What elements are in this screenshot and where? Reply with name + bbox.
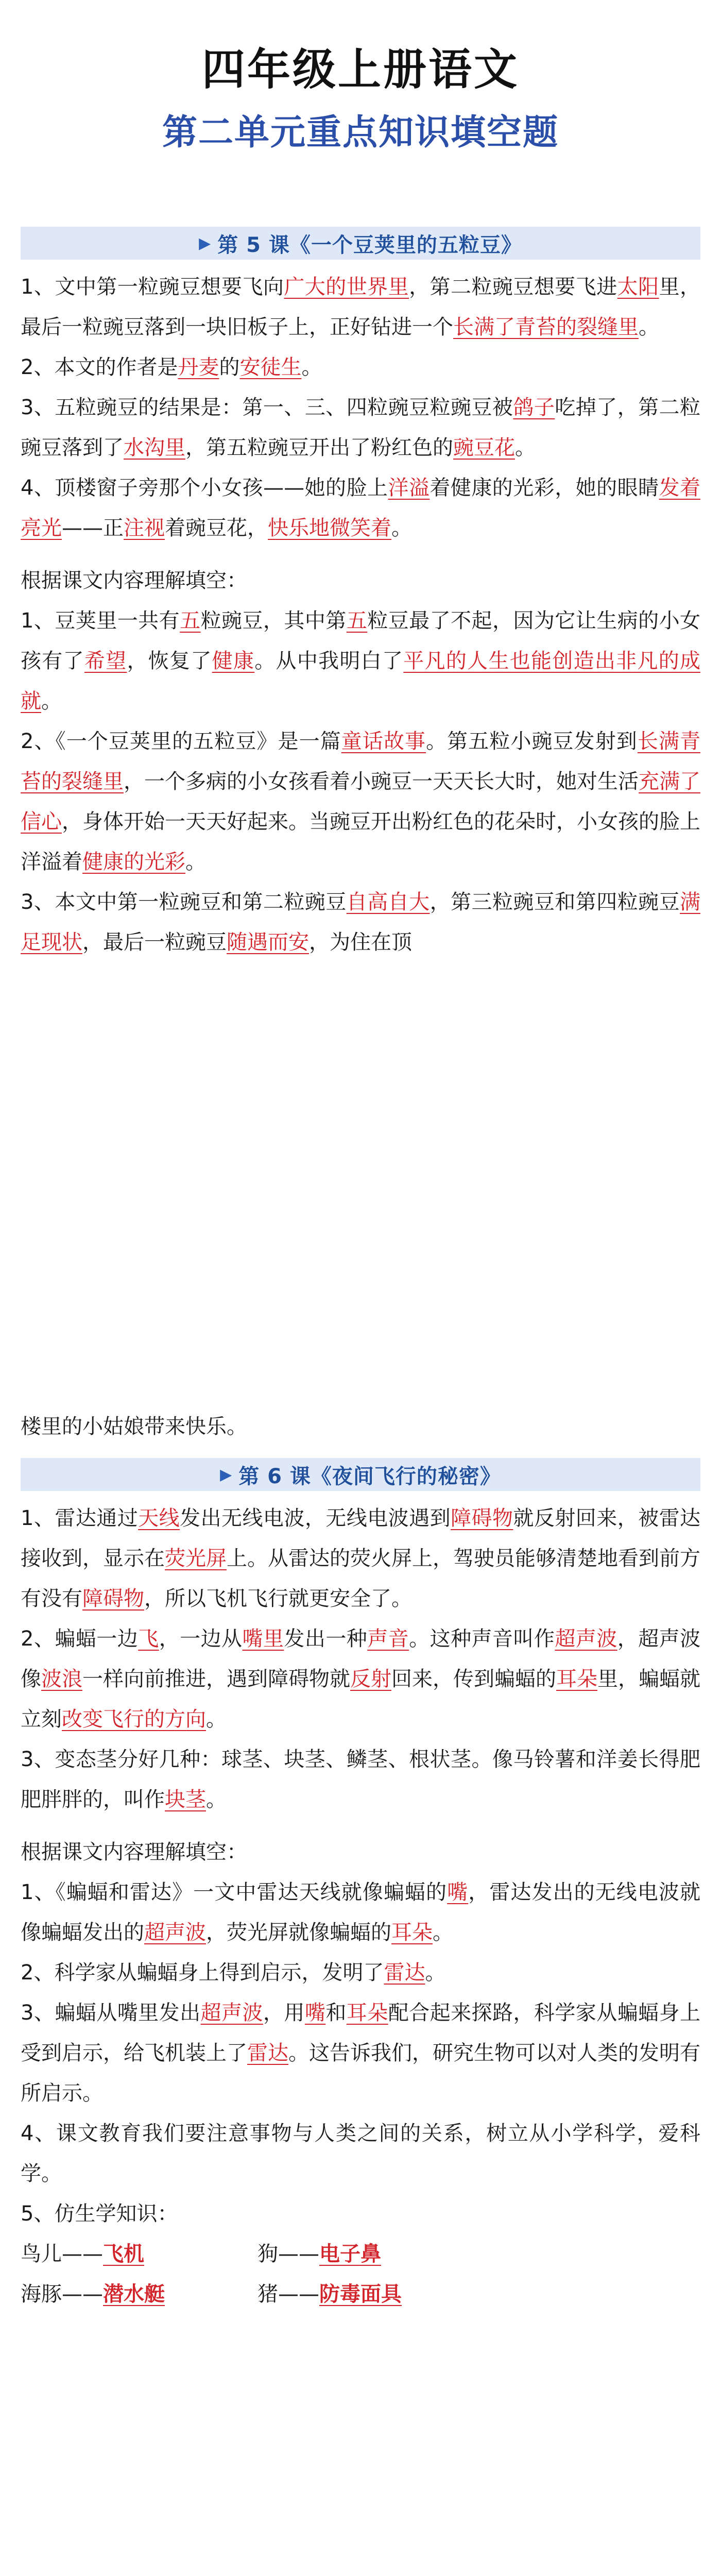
- answer-blank: 嘴里: [242, 1627, 284, 1651]
- question-item: [21, 882, 700, 962]
- bionics-source: 鸟儿——: [21, 2242, 103, 2266]
- question-text: 。: [639, 315, 659, 339]
- page-subtitle: 第二单元重点知识填空题: [162, 112, 559, 153]
- question-item: [21, 1872, 700, 1953]
- question-text: 4、课文教育我们要注意事物与人类之间的关系，树立从小学科学，爱科学。: [21, 2122, 700, 2185]
- lesson6-section: [0, 1458, 721, 2314]
- answer-blank: 随遇而安: [227, 930, 309, 954]
- question-text: ——正: [62, 516, 124, 540]
- answer-blank: 童话故事: [341, 730, 426, 753]
- answer-blank: 注视: [124, 516, 165, 540]
- question-item: [21, 1498, 700, 1619]
- question-text: 3、本文中第一粒豌豆和第二粒豌豆: [21, 890, 347, 914]
- question-text: 。第五粒小豌豆发射到: [426, 730, 638, 753]
- question-item: [21, 1619, 700, 1739]
- lesson5-continuation-text: 楼里的小姑娘带来快乐。: [21, 1415, 247, 1438]
- answer-blank: 障碍物: [82, 1587, 144, 1611]
- question-text: 2、科学家从蝙蝠身上得到启示，发明了: [21, 1961, 384, 1985]
- question-text: 配合起来探路，科学家从蝙蝠身上受到启示，给飞机装上了: [21, 2001, 701, 2065]
- question-text: 着豌豆花，: [165, 516, 268, 540]
- question-text: 2、《一个豆荚里的五粒豆》是一篇: [21, 730, 341, 753]
- answer-blank: 丹麦: [178, 355, 219, 379]
- question-text: 。: [206, 1788, 227, 1811]
- answer-blank: 健康的光彩: [82, 850, 185, 874]
- answer-blank: 声音: [367, 1627, 409, 1651]
- answer-blank: 波浪: [41, 1667, 82, 1691]
- question-text: 3、五粒豌豆的结果是：第一、三、四粒豌豆粒豌豆被: [21, 396, 513, 419]
- bionics-answer: 防毒面具: [319, 2282, 402, 2306]
- question-text: ，身体开始一天天好起来。当豌豆开出粉红色的花朵时，小女孩的脸上洋溢着: [21, 810, 700, 874]
- answer-blank: 嘴: [304, 2001, 326, 2025]
- question-text: ，第五粒豌豆开出了粉红色的: [185, 436, 453, 460]
- lesson5-items: [21, 267, 700, 548]
- question-text: 1、豆荚里一共有: [21, 609, 180, 633]
- question-text: 1、雷达通过: [21, 1506, 139, 1530]
- question-item: [21, 1993, 700, 2113]
- question-text: 。这种声音叫作: [409, 1627, 555, 1651]
- answer-blank: 水沟里: [124, 436, 185, 460]
- page-title: 四年级上册语文: [201, 44, 519, 95]
- question-text: 发出一种: [284, 1627, 368, 1651]
- question-item: [21, 347, 700, 387]
- question-text: 里，最后一粒豌豆落到一块旧板子上，正好钻进一个: [21, 275, 701, 339]
- question-text: 2、蝙蝠一边: [21, 1627, 139, 1651]
- question-item: [21, 267, 700, 347]
- question-text: 。: [515, 436, 536, 460]
- answer-blank: 发着亮光: [21, 476, 701, 540]
- answer-blank: 安徒生: [239, 355, 302, 379]
- question-text: 4、顶楼窗子旁那个小女孩——她的脸上: [21, 476, 388, 500]
- bionics-source: 猪——: [258, 2282, 319, 2306]
- answer-blank: 平凡的人生也能创造出非凡的成就: [21, 649, 701, 713]
- question-text: 。: [391, 516, 412, 540]
- question-text: 里，蝙蝠就立刻: [21, 1667, 700, 1731]
- answer-blank: 五: [346, 609, 368, 633]
- question-text: ，雷达发出的无线电波就像蝙蝠发出的: [21, 1880, 701, 1944]
- bionics-answer: 飞机: [103, 2242, 144, 2266]
- answer-blank: 健康: [212, 649, 255, 673]
- question-text: ，最后一粒豌豆: [82, 930, 227, 954]
- lesson6-understand-label: 根据课文内容理解填空：: [21, 1840, 247, 1864]
- question-text: 1、《蝙蝠和雷达》一文中雷达天线就像蝙蝠的: [21, 1880, 448, 1904]
- question-text: 。: [185, 850, 206, 874]
- answer-blank: 雷达: [384, 1961, 425, 1985]
- answer-blank: 豌豆花: [453, 436, 515, 460]
- answer-blank: 耳朵: [391, 1921, 433, 1944]
- question-text: 吃掉了，第二粒豌豆落到了: [21, 396, 701, 460]
- question-text: 一样向前推进，遇到障碍物就: [82, 1667, 350, 1691]
- question-text: 的: [219, 355, 240, 379]
- question-item: [21, 468, 700, 548]
- question-text: 发出无线电波，无线电波遇到: [180, 1506, 451, 1530]
- question-text: 。: [41, 689, 62, 713]
- question-text: 就反射回来，被雷达接收到，显示在: [21, 1506, 701, 1570]
- answer-blank: 荧光屏: [165, 1547, 227, 1570]
- answer-blank: 嘴: [447, 1880, 469, 1904]
- lesson5-understand-label: 根据课文内容理解填空：: [21, 569, 247, 592]
- triangle-icon: ▶: [199, 234, 212, 252]
- question-text: 。: [301, 355, 322, 379]
- question-text: 回来，传到蝙蝠的: [391, 1667, 556, 1691]
- question-text: 3、变态茎分好几种：球茎、块茎、鳞茎、根状茎。像马铃薯和洋姜长得肥肥胖胖的，叫作: [21, 1748, 700, 1811]
- bionics-row: [21, 2234, 700, 2274]
- question-text: 3、蝙蝠从嘴里发出: [21, 2001, 201, 2025]
- answer-blank: 超声波: [555, 1627, 617, 1651]
- bionics-answer: 电子鼻: [319, 2242, 381, 2266]
- answer-blank: 洋溢: [388, 476, 430, 500]
- answer-blank: 飞: [138, 1627, 159, 1651]
- lesson5-heading-bar: [21, 227, 700, 260]
- answer-blank: 五: [180, 609, 201, 633]
- answer-blank: 太阳: [617, 275, 659, 299]
- question-text: 。: [425, 1961, 446, 1985]
- answer-blank: 耳朵: [346, 2001, 388, 2025]
- answer-blank: 长满了青苔的裂缝里: [453, 315, 639, 339]
- question-text: 上。从雷达的荧火屏上，驾驶员能够清楚地看到前方有没有: [21, 1547, 700, 1611]
- bionics-label: 5、仿生学知识：: [21, 2202, 178, 2226]
- lesson6-fill: [21, 1872, 700, 2194]
- question-item: [21, 2113, 700, 2194]
- lesson6-items: [21, 1498, 700, 1820]
- question-text: 和: [325, 2001, 347, 2025]
- bionics-row: [21, 2274, 700, 2314]
- question-item: [21, 601, 700, 721]
- lesson6-heading-bar: [21, 1458, 700, 1491]
- lesson6-heading: 第 6 课《夜间飞行的秘密》: [238, 1464, 501, 1488]
- question-text: 。: [206, 1707, 227, 1731]
- question-text: 1、文中第一粒豌豆想要飞向: [21, 275, 284, 299]
- question-text: ，用: [263, 2001, 305, 2025]
- lesson5-heading: 第 5 课《一个豆荚里的五粒豆》: [217, 233, 522, 257]
- header: [0, 41, 721, 158]
- answer-blank: 充满了信心: [21, 770, 700, 834]
- answer-blank: 自高自大: [346, 890, 430, 914]
- answer-blank: 希望: [84, 649, 127, 673]
- question-text: ，为住在顶: [309, 930, 412, 954]
- question-text: ，所以飞机飞行就更安全了。: [144, 1587, 412, 1611]
- bionics-answer: 潜水艇: [103, 2282, 165, 2306]
- lesson5-section: [0, 227, 721, 962]
- question-text: 。从中我明白了: [254, 649, 404, 673]
- question-item: [21, 387, 700, 468]
- question-text: ，一个多病的小女孩看着小豌豆一天天长大时，她对生活: [124, 770, 639, 793]
- bionics-source: 狗——: [258, 2242, 319, 2266]
- question-text: 。这告诉我们，研究生物可以对人类的发明有所启示。: [21, 2041, 700, 2105]
- question-text: 。: [433, 1921, 453, 1944]
- question-text: ，第三粒豌豆和第四粒豌豆: [430, 890, 680, 914]
- answer-blank: 满足现状: [21, 890, 701, 954]
- question-item: [21, 1739, 700, 1820]
- triangle-icon: ▶: [220, 1465, 233, 1484]
- answer-blank: 广大的世界里: [284, 275, 409, 299]
- answer-blank: 反射: [350, 1667, 391, 1691]
- question-text: 2、本文的作者是: [21, 355, 178, 379]
- question-text: ，荧光屏就像蝙蝠的: [206, 1921, 391, 1944]
- answer-blank: 耳朵: [556, 1667, 597, 1691]
- lesson5-continuation: [0, 1406, 721, 1447]
- answer-blank: 块茎: [165, 1788, 206, 1811]
- answer-blank: 雷达: [247, 2041, 288, 2065]
- lesson5-fill: [21, 601, 700, 962]
- question-text: 着健康的光彩，她的眼睛: [430, 476, 659, 500]
- question-item: [21, 1953, 700, 1993]
- answer-blank: 改变飞行的方向: [62, 1707, 206, 1731]
- question-text: ，恢复了: [127, 649, 212, 673]
- answer-blank: 鸽子: [513, 396, 555, 419]
- answer-blank: 超声波: [144, 1921, 206, 1944]
- answer-blank: 长满青苔的裂缝里: [21, 730, 701, 793]
- question-text: ，第二粒豌豆想要飞进: [409, 275, 617, 299]
- question-text: ，一边从: [159, 1627, 243, 1651]
- question-text: ，超声波像: [21, 1627, 701, 1691]
- question-item: [21, 721, 700, 882]
- bionics-source: 海豚——: [21, 2282, 103, 2306]
- question-text: 粒豌豆，其中第: [200, 609, 347, 633]
- answer-blank: 超声波: [200, 2001, 263, 2025]
- question-text: 粒豆最了不起，因为它让生病的小女孩有了: [21, 609, 701, 673]
- answer-blank: 快乐地微笑着: [268, 516, 391, 540]
- answer-blank: 天线: [138, 1506, 180, 1530]
- answer-blank: 障碍物: [451, 1506, 513, 1530]
